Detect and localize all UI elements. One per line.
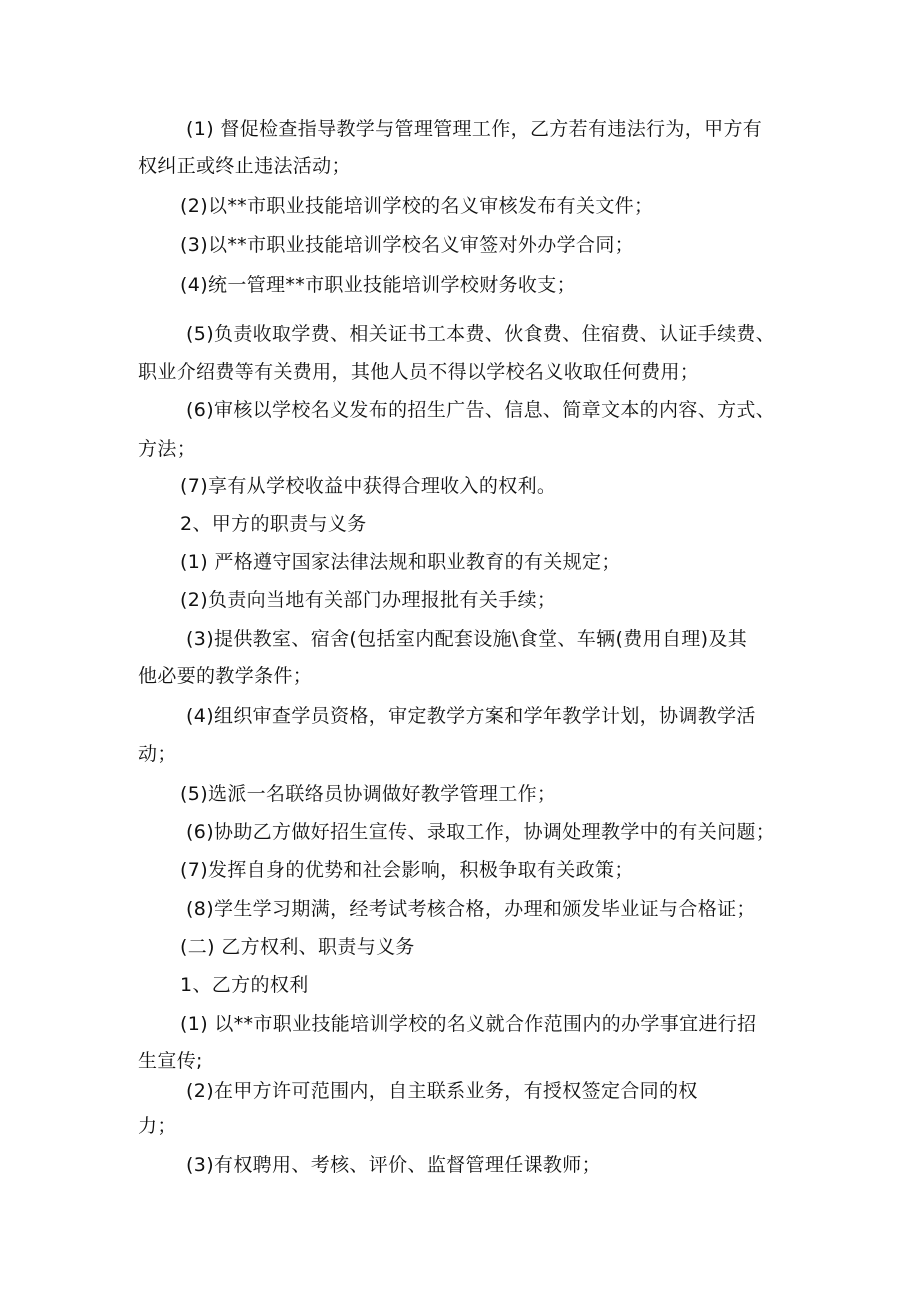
text-line: (5)选派一名联络员协调做好教学管理工作； — [180, 783, 557, 805]
text-line: (6)审核以学校名义发布的招生广告、信息、简章文本的内容、方式、 — [186, 399, 776, 421]
text-line: (3)提供教室、宿舍(包括室内配套设施\食堂、车辆(费用自理)及其 — [186, 628, 748, 650]
text-line: (二) 乙方权利、职责与义务 — [180, 936, 415, 958]
text-line: (4)统一管理**市职业技能培训学校财务收支； — [180, 274, 576, 296]
text-line: (1) 以**市职业技能培训学校的名义就合作范围内的办学事宜进行招 — [180, 1013, 757, 1035]
text-line: 1、乙方的权利 — [180, 974, 309, 996]
text-line: (2)负责向当地有关部门办理报批有关手续； — [180, 589, 557, 611]
text-line: (3)有权聘用、考核、评价、监督管理任课教师； — [186, 1154, 601, 1176]
text-line: (3)以**市职业技能培训学校名义审签对外办学合同； — [180, 234, 635, 256]
text-line: (7)发挥自身的优势和社会影响，积极争取有关政策； — [180, 859, 634, 881]
text-line: 动； — [138, 743, 177, 765]
text-line: 力； — [138, 1115, 177, 1137]
text-line: 方法； — [138, 438, 197, 460]
text-line: (7)享有从学校收益中获得合理收入的权利。 — [180, 475, 557, 497]
text-line: 2、甲方的职责与义务 — [180, 513, 367, 535]
text-line: 生宣传; — [138, 1050, 203, 1072]
text-line: 权纠正或终止违法活动； — [138, 155, 351, 177]
text-line: (2)以**市职业技能培训学校的名义审核发布有关文件； — [180, 195, 654, 217]
text-line: 职业介绍费等有关费用，其他人员不得以学校名义收取任何费用； — [138, 361, 700, 383]
text-line: 他必要的教学条件； — [138, 665, 313, 687]
text-line: (2)在甲方许可范围内，自主联系业务，有授权签定合同的权 — [186, 1080, 698, 1102]
text-line: (4)组织审查学员资格，审定教学方案和学年教学计划，协调教学活 — [186, 705, 756, 727]
text-line: (6)协助乙方做好招生宣传、录取工作，协调处理教学中的有关问题； — [186, 821, 776, 843]
text-line: (1) 严格遵守国家法律法规和职业教育的有关规定； — [180, 551, 621, 573]
text-line: (1) 督促检查指导教学与管理管理工作，乙方若有违法行为，甲方有 — [186, 118, 763, 140]
text-line: (5)负责收取学费、相关证书工本费、伙食费、住宿费、认证手续费、 — [186, 323, 776, 345]
text-line: (8)学生学习期满，经考试考核合格，办理和颁发毕业证与合格证； — [186, 898, 756, 920]
